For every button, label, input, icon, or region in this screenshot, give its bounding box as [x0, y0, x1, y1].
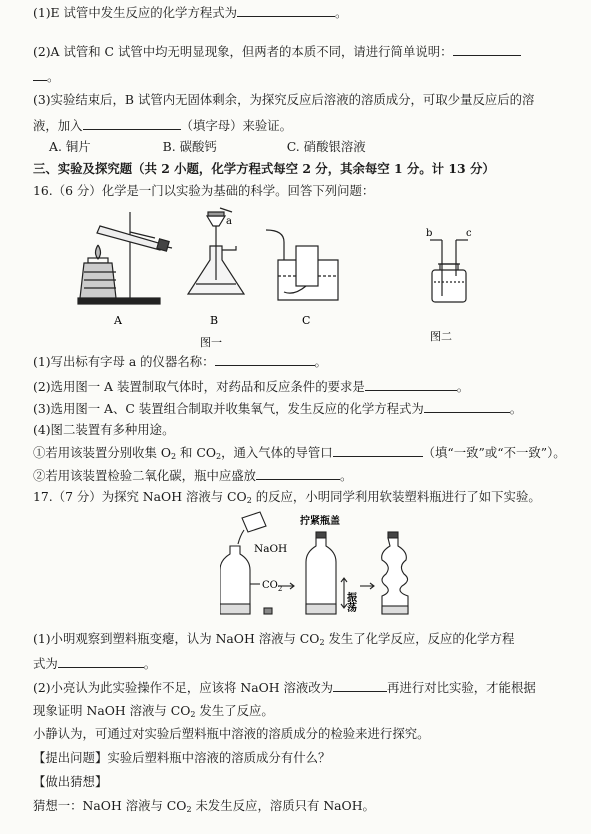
- q17-question: 【提出问题】实验后塑料瓶中溶液的溶质成分有什么？: [33, 750, 331, 765]
- answer-blank[interactable]: [237, 4, 335, 17]
- fig1-caption: 图一: [200, 336, 222, 349]
- q17-hypothesis-1: 猜想一：NaOH 溶液与 $CO_2$ 未发生反应，溶质只有 NaOH。: [33, 798, 375, 814]
- answer-blank[interactable]: [58, 655, 144, 668]
- answer-blank[interactable]: [215, 353, 315, 366]
- q16-part2: (2)选用图一 A 装置制取气体时，对药品和反应条件的要求是 。: [33, 379, 470, 394]
- answer-blank[interactable]: [83, 117, 181, 130]
- answer-blank[interactable]: [333, 444, 423, 457]
- q16-stem: 16.（6 分）化学是一门以实验为基础的科学。回答下列问题：: [33, 183, 375, 198]
- q15-options: [49, 139, 591, 155]
- label-a: a: [226, 216, 232, 227]
- q16-part4-2: ②若用该装置检验二氧化碳，瓶中应盛放 。: [33, 468, 353, 483]
- q15-part3-cont: 液，加入 （填字母）来验证。: [33, 118, 293, 133]
- answer-blank[interactable]: [33, 68, 47, 81]
- label-A: A: [114, 314, 122, 327]
- bottle-experiment-figure: [220, 508, 420, 620]
- q15-part1: (1)E 试管中发生反应的化学方程式为 。: [33, 5, 348, 20]
- apparatus-figure: [70, 200, 490, 350]
- section-heading: 三、实验及探究题（共 2 小题，化学方程式每空 2 分，其余每空 1 分。计 13 分）: [33, 161, 495, 176]
- q16-part3: (3)选用图一 A、C 装置组合制取并收集氧气，发生反应的化学方程式为 。: [33, 401, 523, 416]
- q17-part2: (2)小亮认为此实验操作不足，应该将 NaOH 溶液改为 再进行对比实验，才能根据: [33, 680, 536, 695]
- label-b: b: [426, 228, 433, 239]
- q16-part1: (1)写出标有字母 a 的仪器名称： 。: [33, 354, 327, 369]
- q15-part2: (2)A 试管和 C 试管中均无明显现象，但两者的本质不同，请进行简单说明：: [33, 43, 591, 60]
- answer-blank[interactable]: [453, 43, 521, 56]
- option-c: C. 硝酸银溶液: [286, 139, 366, 154]
- q15-part2-cont: 。: [33, 68, 591, 85]
- shake-label: 振荡: [344, 592, 356, 612]
- label-C: C: [302, 314, 311, 327]
- fig2-caption: 图二: [430, 330, 452, 343]
- answer-blank[interactable]: [333, 679, 387, 692]
- naoh-label: NaOH: [254, 543, 288, 555]
- q17-part2-cont: 现象证明 NaOH 溶液与 $CO_2$ 发生了反应。: [33, 703, 274, 719]
- q15-part3: (3)实验结束后，B 试管内无固体剩余，为探究反应后溶液的溶质成分，可取少量反应后的溶: [33, 92, 535, 107]
- answer-blank[interactable]: [365, 378, 457, 391]
- label-c: c: [466, 228, 472, 239]
- q16-part4: (4)图二装置有多种用途。: [33, 422, 175, 437]
- q17-hypothesis-heading: 【做出猜想】: [33, 774, 108, 789]
- q17-part1: (1)小明观察到塑料瓶变瘪，认为 NaOH 溶液与 $CO_2$ 发生了化学反应，反应的化学方程: [33, 631, 515, 647]
- q17-part1-cont: 式为 。: [33, 656, 157, 671]
- cap-label: 拧紧瓶盖: [300, 516, 340, 527]
- q16-part4-1: ①若用该装置分别收集 $O_2$ 和 $CO_2$，通入气体的导管口 （填“一致”或“不一致”）。: [33, 445, 566, 461]
- answer-blank[interactable]: [256, 467, 340, 480]
- option-a: A. 铜片: [49, 139, 91, 154]
- answer-blank[interactable]: [424, 400, 510, 413]
- label-B: B: [210, 314, 219, 327]
- q17-stem: 17.（7 分）为探究 NaOH 溶液与 $CO_2$ 的反应，小明同学利用软装塑料瓶进行了如下实验。: [33, 489, 541, 505]
- co2-label: $CO_2$: [262, 580, 283, 593]
- q17-part3: 小静认为，可通过对实验后塑料瓶中溶液的溶质成分的检验来进行探究。: [33, 726, 430, 741]
- option-b: B. 碳酸钙: [162, 139, 217, 154]
